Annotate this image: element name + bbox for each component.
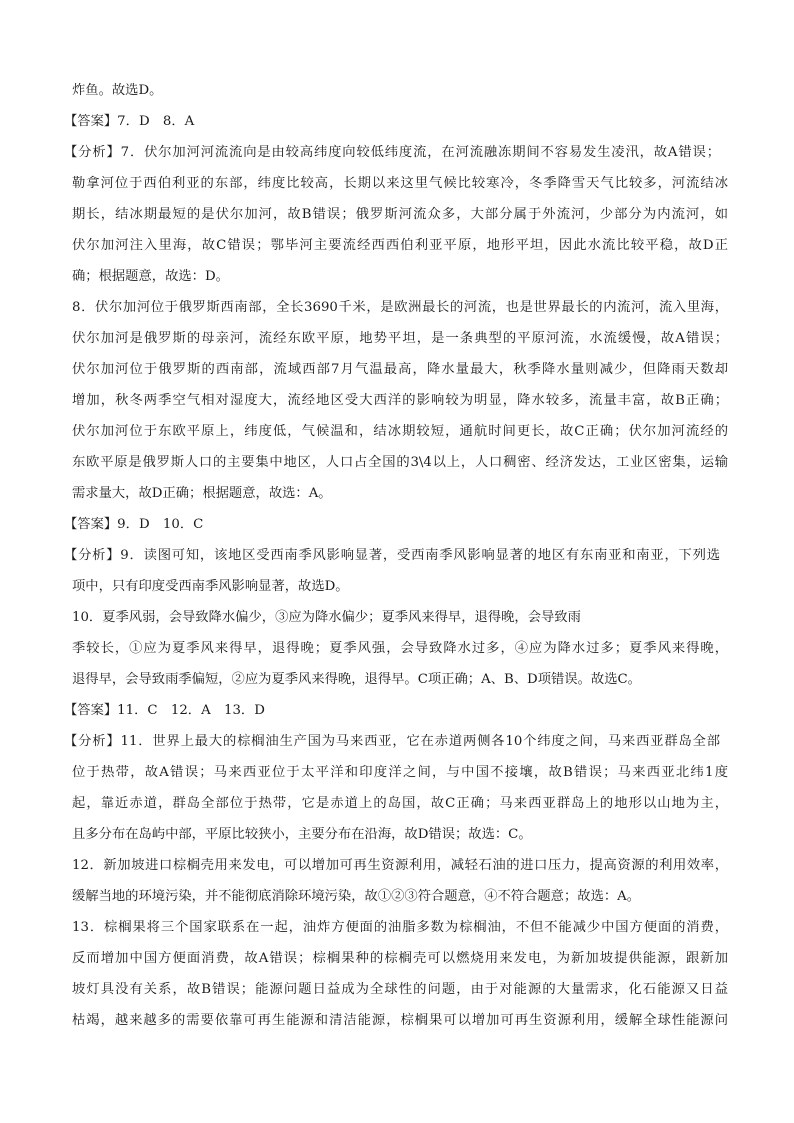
text-line: 季较长，①应为夏季风来得早，退得晚；夏季风强，会导致降水过多，④应为降水过多；夏季风来得晚， (72, 641, 728, 656)
text-line: 伏尔加河是俄罗斯的母亲河，流经东欧平原，地势平坦，是一条典型的平原河流，水流缓慢，故A错误； (72, 331, 728, 346)
text-line: 伏尔加河位于俄罗斯的西南部，流域西部7月气温最高，降水量最大，秋季降水量则减少，但降雨天数却 (72, 362, 728, 377)
text-line: 伏尔加河位于东欧平原上，纬度低，气候温和，结冰期较短，通航时间更长，故C正确；伏尔加河流经的 (72, 424, 728, 439)
text-line: 炸鱼。故选D。 (72, 83, 163, 98)
text-line: 伏尔加河注入里海，故C错误；鄂毕河主要流经西西伯利亚平原，地形平坦，因此水流比较平稳，故D正 (72, 238, 728, 253)
text-line: 起，靠近赤道，群岛全部位于热带，它是赤道上的岛国，故C正确；马来西亚群岛上的地形以山地为主， (72, 796, 728, 811)
text-line: 反而增加中国方便面消费，故A错误；棕榈果种的棕榈壳可以燃烧用来发电，为新加坡提供能源，跟新加 (72, 951, 728, 966)
text-line: 缓解当地的环境污染，并不能彻底消除环境污染，故①②③符合题意，④不符合题意；故选：A。 (72, 889, 641, 904)
text-line: 勒拿河位于西伯利亚的东部，纬度比较高，长期以来这里气候比较寒冷，冬季降雪天气比较多，河流结冰 (72, 176, 728, 191)
text-line: 需求量大，故D正确；根据题意，故选：A。 (72, 486, 332, 501)
text-line: 枯竭，越来越多的需要依靠可再生能源和清洁能源，棕榈果可以增加可再生资源利用，缓解全球性能源问 (72, 1013, 728, 1028)
text-line: 增加，秋冬两季空气相对湿度大，流经地区受大西洋的影响较为明显，降水较多，流量丰富，故B正确； (72, 393, 728, 408)
analysis-line: 【分析】11．世界上最大的棕榈油生产国为马来西亚，它在赤道两侧各10个纬度之间，马来西亚群岛全部 (64, 734, 720, 749)
text-line: 坡灯具没有关系，故B错误；能源问题日益成为全球性的问题，由于对能源的大量需求，化石能源又日益 (72, 982, 728, 997)
text-line: 位于热带，故A错误；马来西亚位于太平洋和印度洋之间，与中国不接壤，故B错误；马来西亚北纬1度 (72, 765, 728, 780)
text-line: 12．新加坡进口棕榈壳用来发电，可以增加可再生资源利用，减轻石油的进口压力，提高资源的利用效率， (72, 858, 728, 873)
text-line: 13．棕榈果将三个国家联系在一起，油炸方便面的油脂多数为棕榈油，不但不能减少中国方便面的消费， (72, 920, 728, 935)
answer-line: 【答案】9．D 10．C (64, 517, 204, 532)
text-line: 且多分布在岛屿中部，平原比较狭小，主要分布在沿海，故D错误；故选：C。 (72, 827, 532, 842)
answer-line: 【答案】7．D 8．A (64, 114, 195, 129)
analysis-line: 【分析】7．伏尔加河河流流向是由较高纬度向较低纬度流，在河流融冻期间不容易发生凌汛，故A错误； (64, 145, 720, 160)
analysis-line: 【分析】9．读图可知，该地区受西南季风影响显著，受西南季风影响显著的地区有东南亚和南亚，下列选 (64, 548, 720, 563)
answer-line: 【答案】11．C 12．A 13．D (64, 703, 265, 718)
text-line: 退得早，会导致雨季偏短，②应为夏季风来得晚，退得早。C项正确；A、B、D项错误。故选C。 (72, 672, 641, 687)
text-line: 东欧平原是俄罗斯人口的主要集中地区，人口占全国的3\4以上，人口稠密、经济发达，工业区密集，运输 (72, 455, 728, 470)
text-line: 项中，只有印度受西南季风影响显著，故选D。 (72, 579, 349, 594)
text-line: 确；根据题意，故选：D。 (72, 269, 229, 284)
text-line: 8．伏尔加河位于俄罗斯西南部，全长3690千米，是欧洲最长的河流，也是世界最长的内流河，流入里海， (72, 300, 728, 315)
text-line: 10．夏季风弱，会导致降水偏少，③应为降水偏少；夏季风来得早，退得晚，会导致雨 (72, 610, 581, 625)
text-line: 期长，结冰期最短的是伏尔加河，故B错误；俄罗斯河流众多，大部分属于外流河，少部分为内流河，如 (72, 207, 728, 222)
